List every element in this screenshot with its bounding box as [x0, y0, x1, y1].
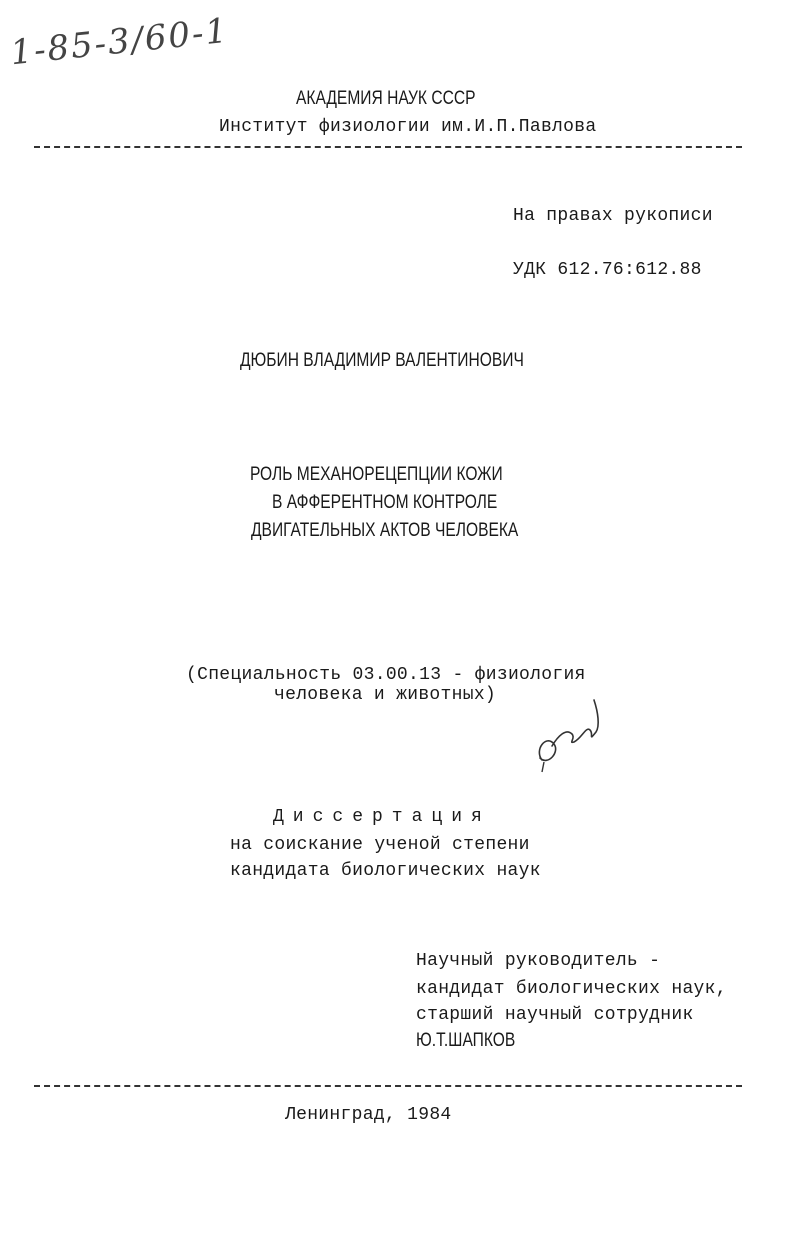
footer-divider	[34, 1085, 742, 1087]
title-line-3: ДВИГАТЕЛЬНЫХ АКТОВ ЧЕЛОВЕКА	[251, 520, 519, 541]
institute-name: Институт физиологии им.И.П.Павлова	[219, 117, 597, 137]
place-and-year: Ленинград, 1984	[285, 1105, 452, 1125]
author-name: ДЮБИН ВЛАДИМИР ВАЛЕНТИНОВИЧ	[240, 350, 524, 371]
supervisor-line-1: Научный руководитель -	[416, 951, 661, 971]
handwritten-signature	[528, 688, 608, 778]
degree-line-2: кандидата биологических наук	[230, 861, 541, 881]
supervisor-line-2: кандидат биологических наук,	[416, 979, 727, 999]
rights-notice: На правах рукописи	[513, 206, 713, 226]
supervisor-line-3: старший научный сотрудник	[416, 1005, 694, 1025]
title-line-1: РОЛЬ МЕХАНОРЕЦЕПЦИИ КОЖИ	[250, 464, 503, 485]
degree-heading: Диссертация	[273, 807, 491, 827]
udk-code: УДК 612.76:612.88	[513, 260, 702, 280]
archive-mark: 1-85-3/60-1	[8, 10, 231, 74]
degree-line-1: на соискание ученой степени	[230, 835, 530, 855]
title-line-2: В АФФЕРЕНТНОМ КОНТРОЛЕ	[272, 492, 498, 513]
specialty-line-1: (Специальность 03.00.13 - физиология	[186, 665, 586, 685]
academy-name: АКАДЕМИЯ НАУК СССР	[296, 88, 476, 109]
supervisor-name: Ю.Т.ШАПКОВ	[416, 1030, 516, 1051]
header-divider	[34, 146, 742, 148]
specialty-line-2: человека и животных)	[274, 685, 497, 705]
